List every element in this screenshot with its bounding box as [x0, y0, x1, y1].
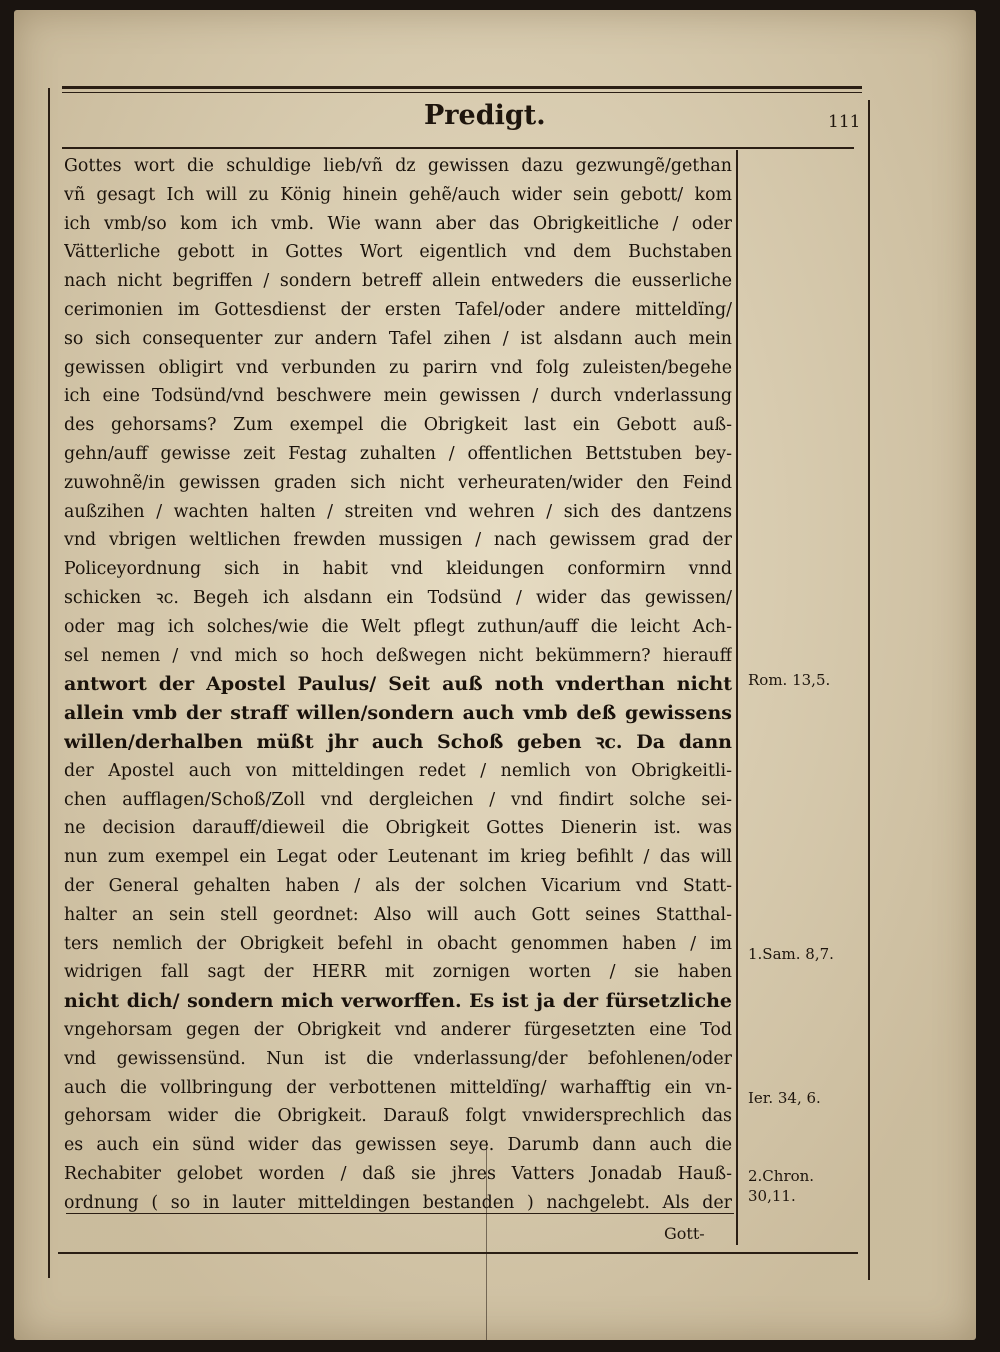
catchword: Gott-	[664, 1224, 705, 1243]
text-line: gewissen obligirt vnd verbunden zu parirn vnd folg zuleisten/begehe	[64, 357, 732, 378]
text-line: vngehorsam gegen der Obrigkeit vnd anderer fürgesetzten eine Tod	[64, 1019, 732, 1040]
top-rule	[62, 86, 862, 89]
text-line: halter an sein stell geordnet: Also will auch Gott seines Statthal-	[64, 904, 732, 925]
text-line: vnd vbrigen weltlichen frewden mussigen / nach gewissem grad der	[64, 530, 732, 551]
text-line: so sich consequenter zur andern Tafel zihen / ist alsdann auch mein	[64, 328, 732, 349]
body-text	[64, 152, 732, 1217]
text-line: ich eine Todsünd/vnd beschwere mein gewissen / durch vnderlassung	[64, 386, 732, 407]
text-line: schicken ꝛc. Begeh ich alsdann ein Todsünd / wider das gewissen/	[64, 587, 732, 608]
text-line: vñ gesagt Ich will zu König hinein gehẽ/auch wider sein gebott/ kom	[64, 184, 732, 205]
text-line: außzihen / wachten halten / streiten vnd wehren / sich des dantzens	[64, 501, 732, 522]
text-line: nach nicht begriffen / sondern betreff allein entweders die eusserliche	[64, 271, 732, 292]
text-line: Policeyordnung sich in habit vnd kleidungen conformirn vnnd	[64, 559, 732, 580]
text-line: des gehorsams? Zum exempel die Obrigkeit last ein Gebott auß-	[64, 415, 732, 436]
margin-reference: 2.Chron. 30,11.	[748, 1167, 815, 1205]
text-line: widrigen fall sagt der HERR mit zornigen worten / sie haben	[64, 962, 732, 983]
running-header: Predigt.	[424, 100, 546, 131]
footer-rule	[58, 1252, 858, 1254]
text-line-emphasis: antwort der Apostel Paulus/ Seit auß noth vnderthan nicht	[64, 673, 732, 696]
margin-reference: Rom. 13,5.	[748, 671, 831, 689]
right-frame-rule	[868, 100, 870, 1280]
text-line: sel nemen / vnd mich so hoch deßwegen nicht bekümmern? hierauff	[64, 645, 732, 666]
text-line: Rechabiter gelobet worden / daß sie jhres Vatters Jonadab Hauß-	[64, 1163, 732, 1184]
text-line: der Apostel auch von mitteldingen redet / nemlich von Obrigkeitli-	[64, 760, 732, 781]
text-line: chen aufflagen/Schoß/Zoll vnd dergleichen / vnd findirt solche sei-	[64, 789, 732, 810]
text-line: ters nemlich der Obrigkeit befehl in obacht genommen haben / im	[64, 933, 732, 954]
text-line: auch die vollbringung der verbottenen mitteldïng/ warhafftig ein vn-	[64, 1077, 732, 1098]
text-line: ne decision darauff/dieweil die Obrigkeit Gottes Dienerin ist. was	[64, 818, 732, 839]
text-line: der General gehalten haben / als der solchen Vicarium vnd Statt-	[64, 875, 732, 896]
header-rule	[62, 147, 854, 149]
text-line: Vätterliche gebott in Gottes Wort eigentlich vnd dem Buchstaben	[64, 242, 732, 263]
text-line-emphasis: willen/derhalben müßt jhr auch Schoß geben ꝛc. Da dann	[64, 730, 732, 753]
text-line: gehn/auff gewisse zeit Festag zuhalten / offentlichen Bettstuben bey-	[64, 443, 732, 464]
left-frame-rule	[48, 88, 50, 1278]
text-line: ordnung ( so in lauter mitteldingen bestanden ) nachgelebt. Als der	[64, 1192, 732, 1213]
text-line: vnd gewissensünd. Nun ist die vnderlassung/der befohlenen/oder	[64, 1048, 732, 1069]
text-line: Gottes wort die schuldige lieb/vñ dz gewissen dazu gezwungẽ/gethan	[64, 156, 732, 176]
margin-column-rule	[736, 150, 738, 1245]
text-line: gehorsam wider die Obrigkeit. Darauß folgt vnwidersprechlich das	[64, 1106, 732, 1127]
margin-reference: Ier. 34, 6.	[748, 1089, 821, 1107]
margin-reference: 1.Sam. 8,7.	[748, 945, 834, 963]
page-number: 111	[828, 112, 861, 132]
text-line: es auch ein sünd wider das gewissen seye. Darumb dann auch die	[64, 1135, 732, 1156]
text-line: zuwohnẽ/in gewissen graden sich nicht verheuraten/wider den Feind	[64, 472, 732, 493]
top-rule-thin	[62, 92, 862, 93]
text-line: oder mag ich solches/wie die Welt pflegt zuthun/auff die leicht Ach-	[64, 616, 732, 637]
text-line: cerimonien im Gottesdienst der ersten Tafel/oder andere mitteldïng/	[64, 299, 732, 320]
text-line-emphasis: nicht dich/ sondern mich verworffen. Es ist ja der fürsetzliche	[64, 990, 732, 1013]
text-line-emphasis: allein vmb der straff willen/sondern auch vmb deß gewissens	[64, 702, 732, 725]
text-line: nun zum exempel ein Legat oder Leutenant im krieg befihlt / das will	[64, 847, 732, 868]
text-line: ich vmb/so kom ich vmb. Wie wann aber das Obrigkeitliche / oder	[64, 213, 732, 234]
